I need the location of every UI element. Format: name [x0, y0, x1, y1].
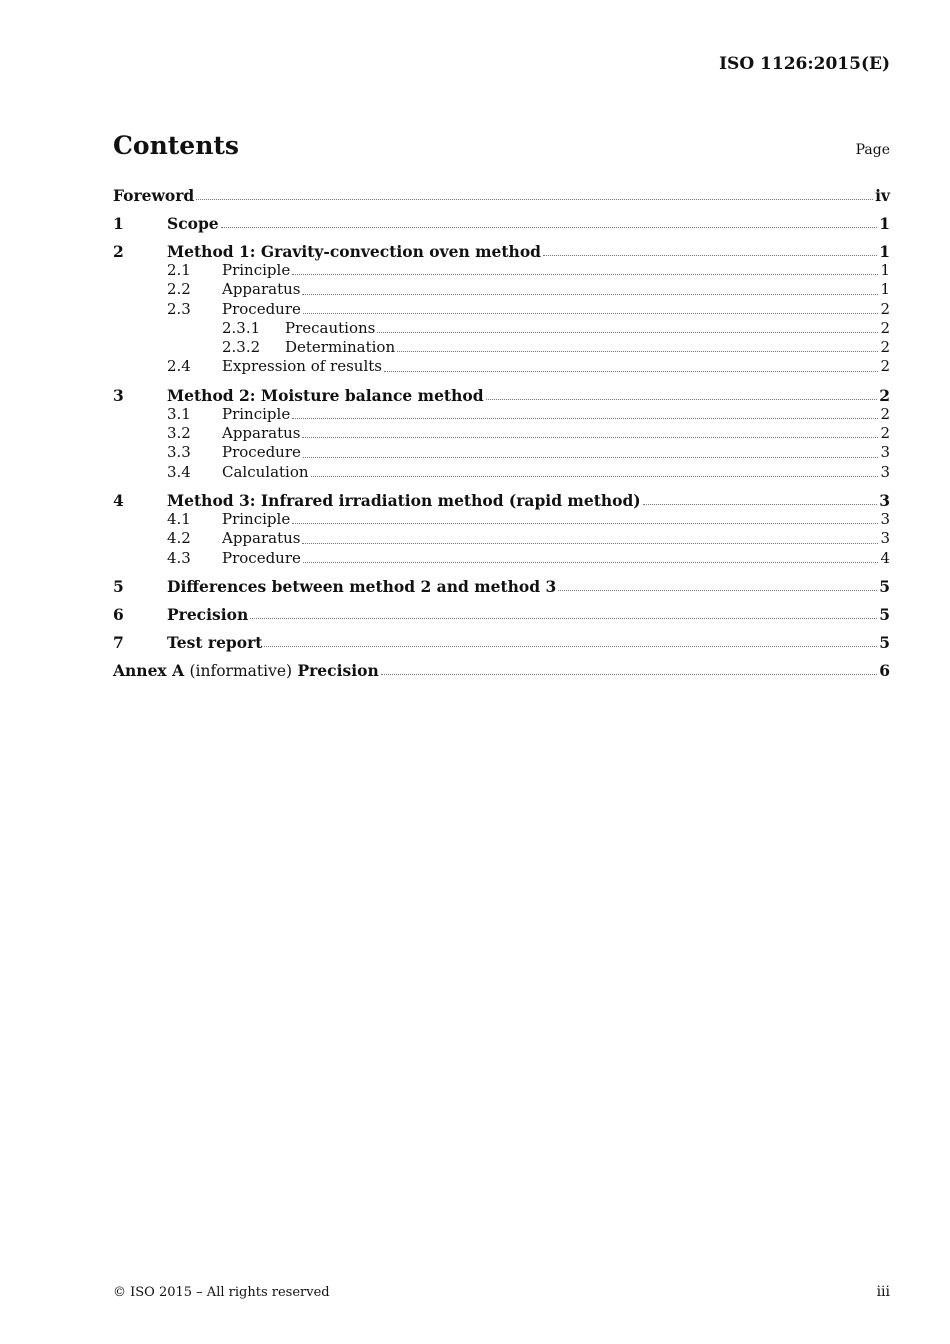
- toc-entry-annex-a[interactable]: [113, 661, 890, 680]
- leader-dots: [292, 417, 878, 419]
- toc-entry-number: 1: [113, 214, 124, 233]
- toc-entry-4-3[interactable]: [113, 549, 890, 568]
- toc-entry-text: Foreword: [113, 186, 195, 205]
- toc-entry-number: 2.4: [167, 357, 191, 376]
- toc-entry-page: 6: [879, 660, 890, 680]
- toc-entry-2-1[interactable]: [113, 261, 890, 280]
- toc-entry-number: 2.3.2: [222, 338, 261, 357]
- toc-entry-text: Apparatus: [222, 424, 301, 443]
- toc-entry-2-4[interactable]: [113, 357, 890, 376]
- toc-entry-text: Method 2: Moisture balance method: [167, 385, 484, 405]
- annex-qualifier: (informative): [189, 661, 293, 680]
- toc-entry-number: 3.4: [167, 462, 191, 481]
- leader-dots: [377, 331, 878, 333]
- leader-dots: [302, 293, 878, 295]
- toc-entry-number: 7: [113, 632, 124, 652]
- toc-entry-text: Precision: [167, 604, 249, 624]
- toc-entry-text: Test report: [167, 632, 263, 652]
- page-column-label: Page: [855, 142, 890, 158]
- toc-entry-3-3[interactable]: [113, 443, 890, 462]
- leader-dots: [303, 561, 879, 563]
- toc-entry-foreword[interactable]: [113, 186, 890, 205]
- toc-entry-number: 2.2: [167, 280, 191, 299]
- toc-entry-page: 2: [879, 385, 890, 405]
- leader-dots: [311, 475, 879, 477]
- toc-entry-number: 4.1: [167, 509, 191, 528]
- toc-entry-page: 1: [879, 214, 890, 233]
- leader-dots: [221, 226, 878, 228]
- toc-entry-page: 2: [880, 318, 890, 337]
- leader-dots: [643, 503, 878, 505]
- toc-entry-number: 4: [113, 490, 124, 510]
- toc-entry-text: Method 1: Gravity-convection oven method: [167, 242, 542, 261]
- leader-dots: [543, 254, 877, 256]
- toc-entry-7[interactable]: [113, 633, 890, 652]
- toc-entry-page: 2: [880, 424, 890, 443]
- toc-entry-text: Principle: [222, 404, 291, 423]
- toc-entry-number: 2: [113, 242, 124, 261]
- toc-entry-text: Procedure: [222, 443, 301, 462]
- toc-entry-2[interactable]: [113, 242, 890, 261]
- toc-entry-page: 3: [880, 529, 890, 548]
- toc-entry-page: 5: [879, 604, 890, 624]
- leader-dots: [264, 645, 877, 647]
- leader-dots: [384, 370, 878, 372]
- table-of-contents: [113, 186, 890, 680]
- leader-dots: [302, 436, 878, 438]
- leader-dots: [558, 589, 877, 591]
- toc-entry-text: Principle: [222, 261, 291, 279]
- document-id: ISO 1126:2015(E): [719, 54, 890, 74]
- toc-entry-number: 3.1: [167, 404, 191, 423]
- toc-entry-4-2[interactable]: [113, 529, 890, 548]
- toc-entry-3-1[interactable]: [113, 405, 890, 424]
- toc-entry-text: Principle: [222, 509, 291, 528]
- toc-entry-text: Apparatus: [222, 280, 301, 299]
- page-title: Contents: [113, 131, 240, 160]
- toc-entry-3-4[interactable]: [113, 463, 890, 482]
- annex-title: Precision: [297, 660, 379, 680]
- toc-entry-page: iv: [875, 186, 890, 205]
- toc-entry-1[interactable]: [113, 214, 890, 233]
- toc-entry-number: 4.3: [167, 548, 191, 567]
- toc-entry-3[interactable]: [113, 386, 890, 405]
- toc-entry-3-2[interactable]: [113, 424, 890, 443]
- toc-entry-page: 5: [879, 632, 890, 652]
- toc-entry-6[interactable]: [113, 605, 890, 624]
- toc-entry-number: 6: [113, 604, 124, 624]
- toc-entry-text: Apparatus: [222, 529, 301, 548]
- toc-entry-page: 4: [880, 548, 890, 567]
- toc-entry-text: Procedure: [222, 548, 301, 567]
- toc-entry-page: 3: [880, 443, 890, 462]
- leader-dots: [292, 273, 878, 275]
- toc-entry-5[interactable]: [113, 577, 890, 596]
- page-number: iii: [876, 1284, 890, 1300]
- copyright-notice: © ISO 2015 – All rights reserved: [113, 1285, 330, 1300]
- toc-entry-text: Determination: [285, 338, 396, 357]
- toc-entry-page: 2: [880, 338, 890, 357]
- toc-entry-4-1[interactable]: [113, 510, 890, 529]
- leader-dots: [303, 312, 879, 314]
- leader-dots: [381, 673, 877, 675]
- toc-entry-text: Differences between method 2 and method 3: [167, 576, 557, 596]
- toc-entry-page: 3: [880, 462, 890, 481]
- toc-entry-text: Scope: [167, 214, 219, 233]
- leader-dots: [196, 198, 873, 200]
- leader-dots: [302, 542, 878, 544]
- toc-entry-number: 3.2: [167, 424, 191, 443]
- toc-entry-text: Expression of results: [222, 357, 382, 376]
- toc-entry-2-3-2[interactable]: [113, 338, 890, 357]
- toc-entry-page: 2: [880, 299, 890, 318]
- toc-entry-number: 2.1: [167, 261, 191, 279]
- leader-dots: [250, 617, 877, 619]
- leader-dots: [397, 350, 878, 352]
- leader-dots: [303, 456, 879, 458]
- toc-entry-2-3[interactable]: [113, 300, 890, 319]
- toc-entry-page: 1: [880, 280, 890, 299]
- toc-entry-number: 4.2: [167, 529, 191, 548]
- toc-entry-2-3-1[interactable]: [113, 319, 890, 338]
- toc-entry-number: 2.3.1: [222, 318, 261, 337]
- toc-entry-number: 5: [113, 576, 124, 596]
- toc-entry-page: 3: [880, 509, 890, 528]
- toc-entry-text: Precautions: [285, 318, 376, 337]
- toc-entry-number: 3.3: [167, 443, 191, 462]
- toc-entry-number: 2.3: [167, 299, 191, 318]
- toc-entry-page: 2: [880, 404, 890, 423]
- toc-entry-text: Procedure: [222, 299, 301, 318]
- toc-entry-text: Method 3: Infrared irradiation method (rapid method): [167, 490, 641, 510]
- toc-entry-page: 1: [879, 242, 890, 261]
- toc-entry-text: Calculation: [222, 462, 309, 481]
- toc-entry-number: 3: [113, 385, 124, 405]
- toc-entry-page: 5: [879, 576, 890, 596]
- leader-dots: [292, 522, 878, 524]
- toc-entry-2-2[interactable]: [113, 280, 890, 299]
- toc-entry-text: [113, 661, 379, 681]
- annex-label: Annex A: [113, 660, 185, 680]
- leader-dots: [486, 398, 878, 400]
- toc-entry-page: 1: [880, 261, 890, 279]
- toc-entry-page: 3: [879, 490, 890, 510]
- toc-entry-4[interactable]: [113, 491, 890, 510]
- toc-entry-page: 2: [880, 357, 890, 376]
